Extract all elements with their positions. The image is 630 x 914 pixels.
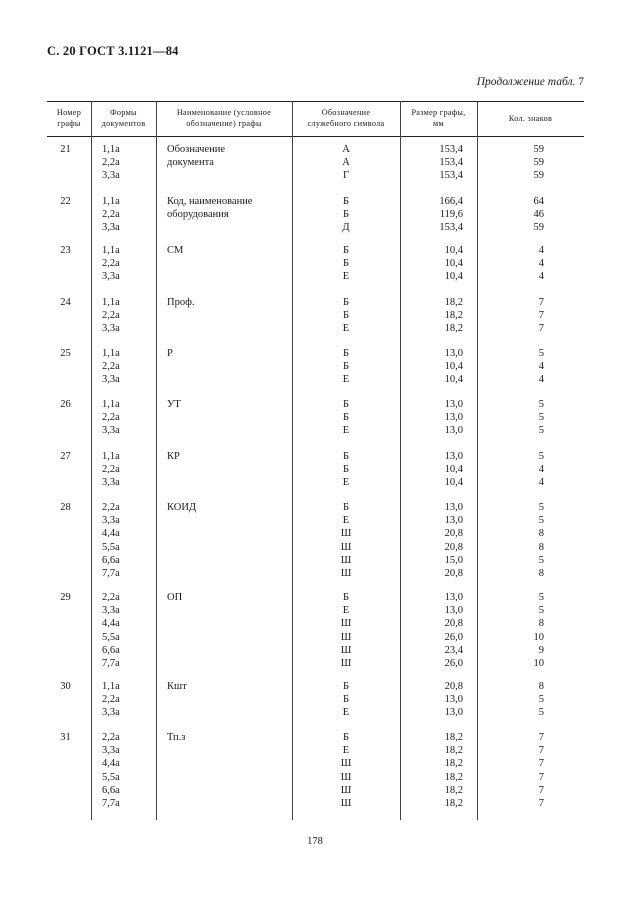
cell-line: 59 — [533, 144, 544, 155]
cell-line: СМ — [167, 245, 184, 256]
cell-line: 2,2а — [102, 502, 120, 513]
cell-document-forms — [102, 143, 142, 183]
cell-line: 18,2 — [444, 732, 463, 743]
cell-line: 10,4 — [444, 464, 463, 476]
cell-graph-name — [167, 680, 285, 693]
cell-graph-number — [47, 501, 84, 514]
cell-line: УТ — [167, 399, 181, 410]
cell-line: 2,2а — [102, 157, 120, 169]
cell-line: 1,1а — [102, 681, 120, 692]
cell-line: Б — [342, 451, 350, 462]
cell-line: Б — [342, 681, 350, 692]
cell-line: Б — [342, 361, 350, 373]
cell-line: 2,2а — [102, 464, 120, 476]
cell-line: 7 — [538, 297, 544, 308]
cell-line: Б — [342, 310, 350, 322]
cell-line: 4 — [538, 361, 544, 373]
cell-line: 13,0 — [444, 707, 463, 719]
cell-service-symbol — [287, 143, 405, 183]
cell-line: Б — [342, 297, 350, 308]
cell-char-count — [487, 450, 544, 490]
cell-line: 1,1а — [102, 348, 120, 359]
cell-line: 13,0 — [444, 515, 463, 527]
cell-line: 8 — [538, 681, 544, 692]
cell-line: 10 — [533, 657, 544, 669]
cell-line: Е — [342, 374, 350, 386]
cell-line: 18,2 — [444, 784, 463, 796]
cell-line: 3,3а — [102, 374, 120, 386]
cell-line: 2,2а — [102, 361, 120, 373]
cell-service-symbol — [287, 591, 405, 670]
cell-line: 153,4 — [439, 144, 463, 155]
cell-line: 3,3а — [102, 477, 120, 489]
cell-line: Ш — [340, 528, 352, 540]
cell-line: 2,2а — [102, 732, 120, 743]
cell-line: 23 — [60, 245, 71, 256]
cell-graph-size — [395, 731, 463, 810]
header-cell-symbol — [292, 107, 400, 129]
cell-document-forms — [102, 347, 142, 387]
cell-line: 64 — [533, 196, 544, 207]
cell-line: 4,4а — [102, 528, 120, 540]
cell-line: 13,0 — [444, 348, 463, 359]
header-cell-name — [156, 107, 292, 129]
cell-line: 13,0 — [444, 399, 463, 410]
cell-line: 3,3а — [102, 170, 120, 182]
cell-line: Е — [342, 425, 350, 437]
cell-line: 10,4 — [444, 361, 463, 373]
cell-line: КР — [167, 451, 180, 462]
cell-graph-size — [395, 143, 463, 183]
cell-line: Б — [342, 694, 350, 706]
cell-line: 18,2 — [444, 323, 463, 335]
cell-line: 3,3а — [102, 425, 120, 437]
cell-line: 10 — [533, 631, 544, 643]
cell-line: 23,4 — [444, 644, 463, 656]
cell-graph-name — [167, 195, 285, 221]
cell-line: 3,3а — [102, 323, 120, 335]
cell-line: 153,4 — [439, 157, 463, 169]
cell-service-symbol — [287, 731, 405, 810]
cell-line: 1,1а — [102, 399, 120, 410]
cell-graph-size — [395, 398, 463, 438]
cell-line: Ш — [340, 657, 352, 669]
header-text: документов — [101, 119, 146, 128]
cell-char-count — [487, 195, 544, 235]
cell-line: Ш — [340, 758, 352, 770]
cell-line: 8 — [538, 528, 544, 540]
cell-line: Ш — [340, 541, 352, 553]
cell-line: 26,0 — [444, 657, 463, 669]
cell-line: 5 — [538, 605, 544, 617]
cell-line: 18,2 — [444, 310, 463, 322]
cell-line: Б — [342, 464, 350, 476]
cell-document-forms — [102, 591, 142, 670]
cell-line: 5 — [538, 707, 544, 719]
cell-line: Б — [342, 245, 350, 256]
cell-line: Ш — [340, 631, 352, 643]
cell-line: Тп.з — [167, 732, 186, 743]
cell-line: 7 — [538, 758, 544, 770]
header-text: Размер графы, — [411, 108, 466, 117]
cell-line: 6,6а — [102, 644, 120, 656]
cell-line: 24 — [60, 297, 71, 308]
cell-line: 13,0 — [444, 605, 463, 617]
cell-line: 8 — [538, 567, 544, 579]
column-divider — [156, 101, 157, 820]
cell-line: Ш — [340, 771, 352, 783]
cell-line: 29 — [60, 592, 71, 603]
cell-graph-size — [395, 296, 463, 336]
table-header-divider — [47, 136, 584, 137]
cell-graph-number — [47, 195, 84, 208]
cell-line: документа — [167, 157, 214, 169]
cell-line: 10,4 — [444, 374, 463, 386]
cell-graph-size — [395, 450, 463, 490]
cell-service-symbol — [287, 680, 405, 720]
cell-graph-number — [47, 143, 84, 156]
cell-line: 5 — [538, 348, 544, 359]
cell-document-forms — [102, 731, 142, 810]
cell-line: 5,5а — [102, 771, 120, 783]
cell-line: Ш — [340, 554, 352, 566]
column-divider — [477, 101, 478, 820]
cell-line: 7 — [538, 771, 544, 783]
cell-line: 10,4 — [444, 477, 463, 489]
cell-line: 4 — [538, 271, 544, 283]
cell-line: 18,2 — [444, 758, 463, 770]
cell-line: 13,0 — [444, 425, 463, 437]
cell-document-forms — [102, 501, 142, 580]
cell-graph-name — [167, 398, 285, 411]
cell-graph-number — [47, 296, 84, 309]
cell-service-symbol — [287, 450, 405, 490]
cell-service-symbol — [287, 347, 405, 387]
header-cell-number — [47, 107, 91, 129]
cell-line: Ш — [340, 644, 352, 656]
cell-graph-name — [167, 591, 285, 604]
cell-char-count — [487, 680, 544, 720]
cell-graph-size — [395, 347, 463, 387]
cell-line: Ш — [340, 567, 352, 579]
cell-line: 59 — [533, 222, 544, 234]
page-number: 178 — [307, 836, 323, 847]
cell-line: 22 — [60, 196, 71, 207]
cell-line: 2,2а — [102, 209, 120, 221]
cell-line: Обозначение — [167, 144, 226, 155]
cell-line: 18,2 — [444, 771, 463, 783]
cell-line: 10,4 — [444, 271, 463, 283]
cell-line: Е — [342, 707, 350, 719]
cell-line: 4 — [538, 258, 544, 270]
header-cell-forms — [91, 107, 156, 129]
cell-line: 6,6а — [102, 784, 120, 796]
cell-graph-number — [47, 591, 84, 604]
cell-line: Код, наименование — [167, 196, 253, 207]
cell-line: 26 — [60, 399, 71, 410]
header-text: Наименование (условное — [176, 108, 272, 117]
cell-line: Р — [167, 348, 173, 359]
cell-line: 1,1а — [102, 196, 120, 207]
cell-line: 7 — [538, 745, 544, 757]
cell-line: 8 — [538, 618, 544, 630]
cell-line: оборудования — [167, 209, 229, 221]
cell-line: 5,5а — [102, 631, 120, 643]
cell-line: 4 — [538, 245, 544, 256]
cell-line: А — [342, 157, 350, 169]
continuation-text: Продолжение табл. — [476, 76, 576, 88]
cell-line: 13,0 — [444, 592, 463, 603]
cell-line: 28 — [60, 502, 71, 513]
cell-line: 5 — [538, 515, 544, 527]
cell-service-symbol — [287, 398, 405, 438]
cell-document-forms — [102, 680, 142, 720]
cell-line: 3,3а — [102, 271, 120, 283]
cell-line: Проф. — [167, 297, 195, 308]
cell-graph-size — [395, 195, 463, 235]
cell-char-count — [487, 296, 544, 336]
cell-line: 5 — [538, 425, 544, 437]
cell-line: ОП — [167, 592, 183, 603]
cell-service-symbol — [287, 296, 405, 336]
cell-char-count — [487, 501, 544, 580]
cell-graph-number — [47, 731, 84, 744]
cell-line: 25 — [60, 348, 71, 359]
cell-line: 4,4а — [102, 618, 120, 630]
cell-graph-name — [167, 244, 285, 257]
cell-graph-number — [47, 244, 84, 257]
cell-line: Е — [342, 605, 350, 617]
cell-char-count — [487, 731, 544, 810]
cell-char-count — [487, 398, 544, 438]
cell-char-count — [487, 244, 544, 284]
header-text: обозначение) графы — [186, 119, 262, 128]
data-table — [47, 101, 584, 820]
cell-line: 5,5а — [102, 541, 120, 553]
cell-graph-name — [167, 347, 285, 360]
cell-line: 9 — [538, 644, 544, 656]
cell-line: 153,4 — [439, 222, 463, 234]
cell-line: 1,1а — [102, 144, 120, 155]
cell-line: 20,8 — [444, 541, 463, 553]
header-cell-size — [400, 107, 477, 129]
cell-line: 1,1а — [102, 451, 120, 462]
cell-line: Б — [342, 258, 350, 270]
cell-line: Г — [342, 170, 350, 182]
cell-line: 7,7а — [102, 657, 120, 669]
cell-line: 26,0 — [444, 631, 463, 643]
header-text: Номер — [56, 108, 82, 117]
cell-line: 30 — [60, 681, 71, 692]
cell-line: 18,2 — [444, 297, 463, 308]
cell-line: 7 — [538, 732, 544, 743]
cell-graph-size — [395, 501, 463, 580]
cell-line: Е — [342, 323, 350, 335]
column-divider — [91, 101, 92, 820]
cell-line: 2,2а — [102, 412, 120, 424]
cell-line: Б — [342, 196, 350, 207]
header-cell-count — [477, 113, 584, 124]
cell-graph-name — [167, 296, 285, 309]
cell-line: 7,7а — [102, 797, 120, 809]
cell-graph-size — [395, 244, 463, 284]
cell-line: 1,1а — [102, 245, 120, 256]
cell-line: 5 — [538, 694, 544, 706]
cell-line: 3,3а — [102, 515, 120, 527]
cell-line: 2,2а — [102, 592, 120, 603]
cell-line: 20,8 — [444, 681, 463, 692]
cell-line: Б — [342, 412, 350, 424]
cell-line: Е — [342, 477, 350, 489]
cell-line: 59 — [533, 170, 544, 182]
cell-line: 5 — [538, 592, 544, 603]
cell-line: 15,0 — [444, 554, 463, 566]
cell-line: А — [342, 144, 350, 155]
cell-line: 20,8 — [444, 567, 463, 579]
cell-line: 2,2а — [102, 310, 120, 322]
table-continuation-label — [477, 76, 584, 88]
cell-graph-size — [395, 680, 463, 720]
cell-line: Б — [342, 732, 350, 743]
cell-line: 153,4 — [439, 170, 463, 182]
header-text: Обозначение — [321, 108, 371, 117]
cell-line: 27 — [60, 451, 71, 462]
cell-graph-name — [167, 143, 285, 169]
cell-line: 7 — [538, 797, 544, 809]
cell-service-symbol — [287, 195, 405, 235]
cell-line: 20,8 — [444, 618, 463, 630]
cell-line: 5 — [538, 399, 544, 410]
cell-line: 20,8 — [444, 528, 463, 540]
cell-graph-number — [47, 680, 84, 693]
cell-graph-name — [167, 450, 285, 463]
cell-line: 4 — [538, 374, 544, 386]
header-text: Формы — [110, 108, 137, 117]
cell-line: 8 — [538, 541, 544, 553]
cell-line: Б — [342, 348, 350, 359]
cell-line: 18,2 — [444, 745, 463, 757]
cell-line: 3,3а — [102, 605, 120, 617]
cell-line: 5 — [538, 412, 544, 424]
cell-document-forms — [102, 296, 142, 336]
cell-line: Д — [342, 222, 350, 234]
cell-char-count — [487, 591, 544, 670]
cell-line: Ш — [340, 618, 352, 630]
cell-line: 5 — [538, 451, 544, 462]
cell-line: Е — [342, 515, 350, 527]
cell-graph-size — [395, 591, 463, 670]
header-text: служебного символа — [307, 119, 385, 128]
cell-line: 4 — [538, 464, 544, 476]
cell-line: 18,2 — [444, 797, 463, 809]
cell-line: Е — [342, 271, 350, 283]
cell-line: Б — [342, 502, 350, 513]
cell-char-count — [487, 347, 544, 387]
table-number: 7 — [578, 76, 584, 88]
cell-line: Б — [342, 592, 350, 603]
cell-line: 7 — [538, 323, 544, 335]
header-text: Кол. знаков — [508, 114, 553, 123]
cell-line: Ш — [340, 784, 352, 796]
cell-line: 5 — [538, 502, 544, 513]
cell-document-forms — [102, 398, 142, 438]
cell-document-forms — [102, 450, 142, 490]
cell-line: 3,3а — [102, 222, 120, 234]
cell-line: 166,4 — [439, 196, 463, 207]
cell-line: Б — [342, 209, 350, 221]
cell-line: 1,1а — [102, 297, 120, 308]
cell-line: 21 — [60, 144, 71, 155]
cell-line: 59 — [533, 157, 544, 169]
cell-line: 13,0 — [444, 502, 463, 513]
cell-line: 6,6а — [102, 554, 120, 566]
cell-line: 7,7а — [102, 567, 120, 579]
cell-line: Е — [342, 745, 350, 757]
cell-line: 10,4 — [444, 245, 463, 256]
cell-line: 3,3а — [102, 707, 120, 719]
cell-service-symbol — [287, 244, 405, 284]
table-top-border — [47, 101, 584, 102]
cell-line: 2,2а — [102, 694, 120, 706]
cell-line: 119,6 — [439, 209, 463, 221]
cell-char-count — [487, 143, 544, 183]
header-text: мм — [433, 119, 444, 128]
cell-line: 4 — [538, 477, 544, 489]
cell-line: 7 — [538, 784, 544, 796]
cell-line: 13,0 — [444, 412, 463, 424]
cell-line: 7 — [538, 310, 544, 322]
cell-line: КОИД — [167, 502, 197, 513]
cell-line: Б — [342, 399, 350, 410]
cell-line: 3,3а — [102, 745, 120, 757]
cell-line: 31 — [60, 732, 71, 743]
cell-line: 5 — [538, 554, 544, 566]
cell-line: 2,2а — [102, 258, 120, 270]
cell-line: Кшт — [167, 681, 187, 692]
cell-line: 4,4а — [102, 758, 120, 770]
cell-line: 10,4 — [444, 258, 463, 270]
cell-graph-name — [167, 731, 285, 744]
cell-graph-number — [47, 450, 84, 463]
cell-line: Ш — [340, 797, 352, 809]
cell-document-forms — [102, 195, 142, 235]
cell-document-forms — [102, 244, 142, 284]
cell-graph-name — [167, 501, 285, 514]
cell-graph-number — [47, 398, 84, 411]
cell-line: 13,0 — [444, 451, 463, 462]
cell-service-symbol — [287, 501, 405, 580]
cell-line: 13,0 — [444, 694, 463, 706]
page-header: С. 20 ГОСТ 3.1121—84 — [47, 44, 179, 58]
cell-line: 46 — [533, 209, 544, 221]
cell-graph-number — [47, 347, 84, 360]
header-text: графы — [57, 119, 81, 128]
